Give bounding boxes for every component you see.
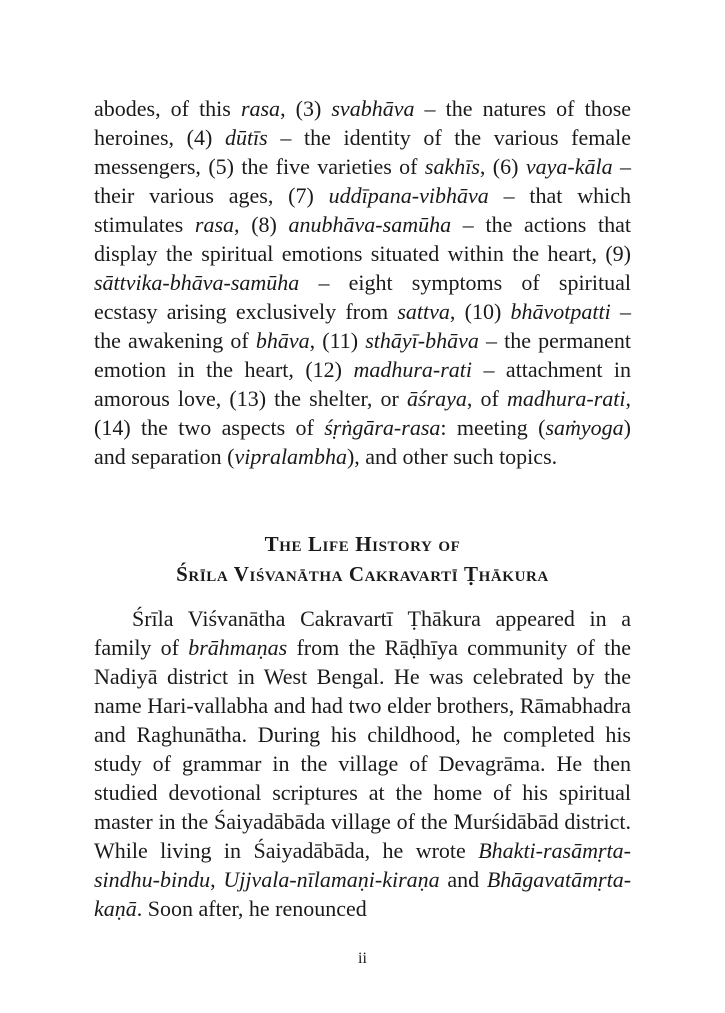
italic-term: bhāva	[255, 328, 310, 353]
page-number: ii	[358, 950, 367, 967]
body-paragraph-2: Śrīla Viśvanātha Cakravartī Ṭhākura appeared in a family of brāhmaṇas from the Rāḍhīya community of the Nadiyā district in West Bengal. He was celebrated by the name Hari-vallabha and had two elder brothers, Rāmabhadra and Raghunātha. During his childhood, he completed his study of grammar in the village of Devagrāma. He then studied devotional scriptures at the home of his spiritual master in the Śaiyadābāda village of the Murśidābād district. While living in Śaiyadābāda, he wrote Bhakti-rasāmṛta-sindhu-bindu, Ujjvala-nīlamaṇi-kiraṇa and Bhāgavatāmṛta-kaṇā. Soon after, he renounced	[94, 606, 632, 921]
italic-term: sattva	[397, 299, 450, 324]
italic-term: saṁyoga	[545, 415, 624, 440]
italic-term: vipralambha	[234, 444, 347, 469]
italic-term: bhāvotpatti	[510, 299, 611, 324]
italic-term: rasa	[194, 212, 235, 237]
italic-term: vaya-kāla	[525, 154, 613, 179]
italic-term: āśraya	[406, 386, 467, 411]
section-heading-line-2: Śrīla Viśvanātha Cakravartī Ṭhākura	[176, 562, 549, 586]
italic-term: madhura-rati	[353, 357, 473, 382]
italic-term: uddīpana-vibhāva	[328, 183, 489, 208]
italic-term: svabhāva	[331, 96, 415, 121]
italic-term: sakhīs	[424, 154, 480, 179]
italic-term: śṛṅgāra-rasa	[324, 415, 441, 440]
italic-term: Bhakti-rasāmṛta-sindhu-bindu	[94, 838, 631, 892]
italic-term: sthāyī-bhāva	[365, 328, 479, 353]
italic-term: madhura-rati	[506, 386, 626, 411]
italic-term: Bhāgavatāmṛta-kaṇā	[94, 867, 632, 921]
italic-term: dūtīs	[224, 125, 268, 150]
section-heading-line-1: The Life History of	[264, 532, 461, 556]
italic-term: anubhāva-samūha	[288, 212, 452, 237]
italic-term: brāhmaṇas	[188, 635, 288, 660]
italic-term: Ujjvala-nīlamaṇi-kiraṇa	[223, 867, 440, 892]
body-paragraph-1: abodes, of this rasa, (3) svabhāva – the natures of those heroines, (4) dūtīs – the identity of the various female messengers, (5) the five varieties of sakhīs, (6) vaya-kāla – their various ages, (7) uddīpana-vibhāva – that which stimulates rasa, (8) anubhāva-samūha – the actions that display the spiritual emotions situated within the heart, (9) sāttvika-bhāva-samūha – eight symptoms of spiritual ecstasy arising exclusively from sattva, (10) bhāvotpatti – the awakening of bhāva, (11) sthāyī-bhāva – the permanent emotion in the heart, (12) madhura-rati – attachment in amorous love, (13) the shelter, or āśraya, of madhura-rati, (14) the two aspects of śṛṅgāra-rasa: meeting (saṁyoga) and separation (vipralambha), and other such topics.	[94, 96, 632, 469]
italic-term: sāttvika-bhāva-samūha	[94, 270, 300, 295]
italic-term: rasa	[240, 96, 281, 121]
